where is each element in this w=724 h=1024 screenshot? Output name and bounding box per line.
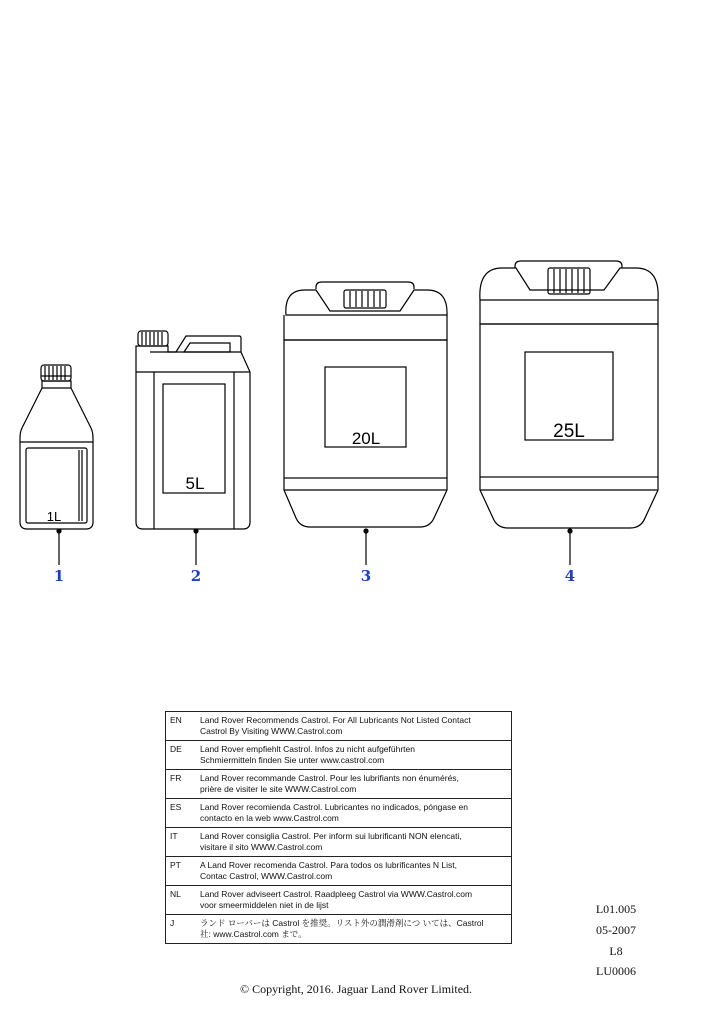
notice-row-j [166, 915, 512, 944]
callout-4[interactable]: 4 [564, 567, 576, 585]
notice-text [196, 712, 512, 741]
language-code: DE [166, 741, 197, 770]
notice-text [196, 828, 512, 857]
notice-line-1: Land Rover recommande Castrol. Pour les lubrifiants non énumérés, [200, 773, 459, 783]
notice-line-1: Land Rover recomienda Castrol. Lubricantes no indicados, póngase en [200, 802, 468, 812]
castrol-notice-table [165, 711, 512, 944]
volume-label-2: 5L [185, 474, 205, 493]
volume-label-1: 1L [46, 509, 62, 524]
can-20l[interactable] [284, 282, 447, 527]
notice-line-1: Land Rover Recommends Castrol. For All Lubricants Not Listed Contact [200, 715, 471, 725]
bottle-1l[interactable] [20, 365, 93, 529]
reference-date: 05-2007 [596, 923, 636, 937]
notice-text [196, 741, 512, 770]
volume-label-3: 20L [351, 429, 381, 448]
notice-line-1: Land Rover adviseert Castrol. Raadpleeg Castrol via WWW.Castrol.com [200, 889, 473, 899]
callout-3[interactable]: 3 [360, 567, 372, 585]
copyright-notice: © Copyright, 2016. Jaguar Land Rover Limited. [239, 982, 473, 996]
notice-row-it [166, 828, 512, 857]
can-25l[interactable] [480, 261, 658, 528]
leader-lines [59, 531, 570, 565]
leader-dot-1 [56, 528, 61, 533]
notice-line-2: visitare il sito WWW.Castrol.com [200, 842, 323, 852]
notice-line-2: Castrol By Visiting WWW.Castrol.com [200, 726, 343, 736]
language-code: IT [166, 828, 197, 857]
notice-line-2: 社: www.Castrol.com まで。 [200, 929, 307, 939]
volume-label-4: 25L [553, 421, 585, 442]
callout-1[interactable]: 1 [53, 567, 65, 585]
leader-dot-4 [567, 528, 572, 533]
notice-text [196, 799, 512, 828]
language-code: ES [166, 799, 197, 828]
notice-line-1: A Land Rover recomenda Castrol. Para todos os lubrificantes N List, [200, 860, 458, 870]
notice-text [196, 886, 512, 915]
notice-text [196, 857, 512, 886]
language-code: PT [166, 857, 197, 886]
leader-dot-2 [193, 528, 198, 533]
reference-code-2: L8 [609, 944, 623, 958]
reference-code-1: L01.005 [595, 902, 637, 916]
notice-row-fr [166, 770, 512, 799]
notice-text [196, 915, 512, 944]
leader-dot-3 [363, 528, 368, 533]
language-code: EN [166, 712, 197, 741]
notice-line-2: voor smeermiddelen niet in de lijst [200, 900, 329, 910]
notice-line-2: contacto en la web www.Castrol.com [200, 813, 339, 823]
notice-row-es [166, 799, 512, 828]
can-5l[interactable] [136, 331, 250, 529]
notice-line-1: Land Rover empfiehlt Castrol. Infos zu nicht aufgeführten [200, 744, 415, 754]
language-code: FR [166, 770, 197, 799]
notice-line-1: Land Rover consiglia Castrol. Per inform sui lubrificanti NON elencati, [200, 831, 462, 841]
reference-code-3: LU0006 [596, 964, 636, 978]
notice-row-pt [166, 857, 512, 886]
language-code: J [166, 915, 197, 944]
notice-line-2: Schmiermitteln finden Sie unter www.castrol.com [200, 755, 385, 765]
language-code: NL [166, 886, 197, 915]
notice-line-2: prière de visiter le site WWW.Castrol.com [200, 784, 357, 794]
callout-2[interactable]: 2 [190, 567, 202, 585]
notice-row-nl [166, 886, 512, 915]
notice-row-de [166, 741, 512, 770]
notice-line-2: Contac Castrol, WWW.Castrol.com [200, 871, 333, 881]
notice-text [196, 770, 512, 799]
notice-line-1: ランド ローバーは Castrol を推奨。リスト外の潤滑剤につ いては、Castrol [200, 918, 484, 928]
notice-row-en [166, 712, 512, 741]
